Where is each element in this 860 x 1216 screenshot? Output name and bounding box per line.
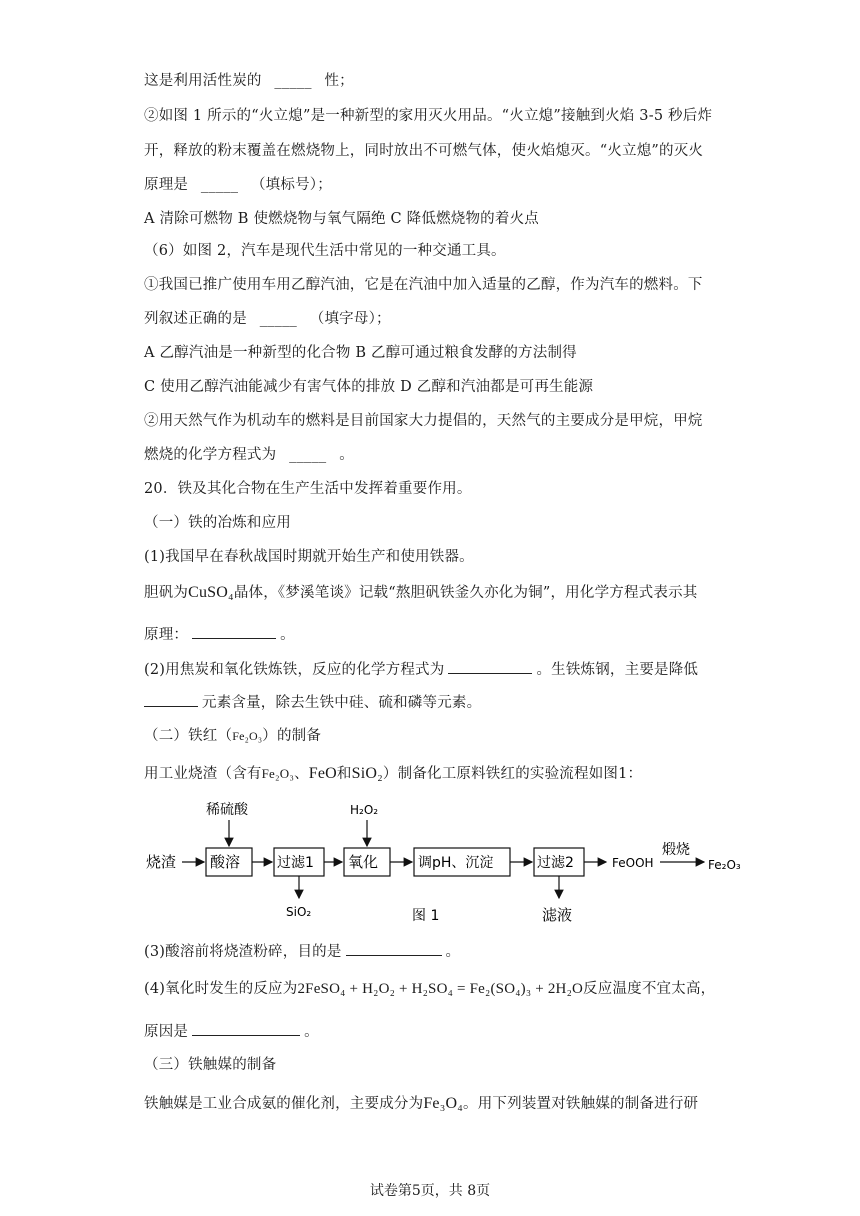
flow-arrow-label: 煅烧 (662, 842, 690, 858)
flow-reagent-1: 稀硫酸 (206, 802, 248, 818)
line-1: 这是利用活性炭的 _____ 性； (144, 73, 354, 89)
line-6: （6）如图 2，汽车是现代生活中常见的一种交通工具。 (144, 243, 506, 259)
line-2: ②如图 1 所示的“火立熄”是一种新型的家用灭火用品。“火立熄”接触到火焰 3-5 秒后炸 (144, 108, 713, 124)
answer-blank[interactable]: _____ (289, 447, 327, 463)
svg-text:酸溶: 酸溶 (210, 853, 241, 871)
line-9: A 乙醇汽油是一种新型的化合物 B 乙醇可通过粮食发酵的方法制得 (144, 345, 577, 361)
chemical-equation: 2FeSO₄ + H₂O₂ + H₂SO₄ = Fe₂(SO₄)₃ + 2H₂O (297, 981, 584, 997)
chem-formula: Fe₂O₃ (232, 729, 263, 743)
answer-blank[interactable] (346, 941, 442, 956)
section-3-title: （三）铁触媒的制备 (144, 1057, 277, 1073)
q1-line-3: 原理： 。 (144, 624, 295, 645)
answer-blank[interactable] (192, 624, 276, 639)
q1-line-2: 胆矾为CuSO₄晶体，《梦溪笔谈》记载“熬胆矾铁釜久亦化为铜”，用化学方程式表示其 (144, 584, 698, 601)
last-line: 铁触媒是工业合成氨的催化剂，主要成分为Fe₃O₄。用下列装置对铁触媒的制备进行研 (144, 1095, 699, 1112)
answer-blank[interactable]: _____ (274, 73, 312, 89)
flow-product-2: Fe₂O₃ (708, 858, 741, 872)
line-12: 燃烧的化学方程式为 _____ 。 (144, 447, 354, 463)
chem-formula: Fe₃O₄ (423, 1095, 464, 1112)
svg-text:氧化: 氧化 (348, 853, 379, 871)
line-8: 列叙述正确的是 _____ （填字母）； (144, 311, 391, 327)
flow-byproduct-1: SiO₂ (286, 905, 312, 919)
section-2-title: （二）铁红（Fe₂O₃）的制备 (144, 728, 322, 744)
svg-text:过滤1: 过滤1 (277, 855, 314, 871)
flow-reagent-2: H₂O₂ (350, 803, 379, 817)
q2-line-2: 元素含量，除去生铁中硅、硫和磷等元素。 (144, 692, 481, 713)
flow-byproduct-2: 滤液 (542, 906, 573, 924)
flow-diagram (140, 800, 760, 930)
answer-blank[interactable]: _____ (200, 177, 239, 193)
line-11: ②用天然气作为机动车的燃料是目前国家大力提倡的，天然气的主要成分是甲烷，甲烷 (144, 413, 703, 429)
figure-caption: 图 1 (412, 908, 440, 924)
q3-line: (3)酸溶前将烧渣粉碎，目的是 。 (144, 941, 460, 962)
question-20-title: 20．铁及其化合物在生产生活中发挥着重要作用。 (144, 481, 472, 497)
answer-blank[interactable]: _____ (259, 311, 297, 327)
q1-line-1: (1)我国早在春秋战国时期就开始生产和使用铁器。 (144, 549, 474, 565)
answer-blank[interactable] (192, 1021, 300, 1036)
line-3: 开，释放的粉末覆盖在燃烧物上，同时放出不可燃气体，使火焰熄灭。“火立熄”的灭火 (144, 143, 704, 159)
svg-text:过滤2: 过滤2 (537, 855, 574, 871)
chem-formula: CuSO₄ (188, 584, 234, 601)
answer-blank[interactable] (144, 692, 198, 707)
line-7: ①我国已推广使用车用乙醇汽油，它是在汽油中加入适量的乙醇，作为汽车的燃料。下 (144, 277, 703, 293)
line-5: A 清除可燃物 B 使燃烧物与氧气隔绝 C 降低燃烧物的着火点 (144, 211, 539, 227)
flow-product-1: FeOOH (612, 856, 654, 870)
page-footer: 试卷第5页，共 8页 (369, 1183, 491, 1199)
answer-blank[interactable] (448, 659, 532, 674)
q2-line-1: (2)用焦炭和氧化铁炼铁，反应的化学方程式为 。生铁炼钢，主要是降低 (144, 659, 698, 680)
q4-line-2: 原因是 。 (144, 1021, 319, 1042)
line-4: 原理是 _____ （填标号）； (144, 177, 332, 193)
flow-intro: 用工业烧渣（含有Fe₂O₃、FeO和SiO₂）制备化工原料铁红的实验流程如图1： (144, 765, 643, 782)
flow-start-label: 烧渣 (146, 853, 177, 871)
section-1-title: （一）铁的冶炼和应用 (144, 515, 291, 531)
line-10: C 使用乙醇汽油能减少有害气体的排放 D 乙醇和汽油都是可再生能源 (144, 379, 594, 395)
q4-line-1: (4)氧化时发生的反应为2FeSO₄ + H₂O₂ + H₂SO₄ = Fe₂(SO₄)₃ + 2H₂O反应温度不宜太高， (144, 981, 716, 997)
svg-text:调pH、沉淀: 调pH、沉淀 (418, 855, 494, 871)
